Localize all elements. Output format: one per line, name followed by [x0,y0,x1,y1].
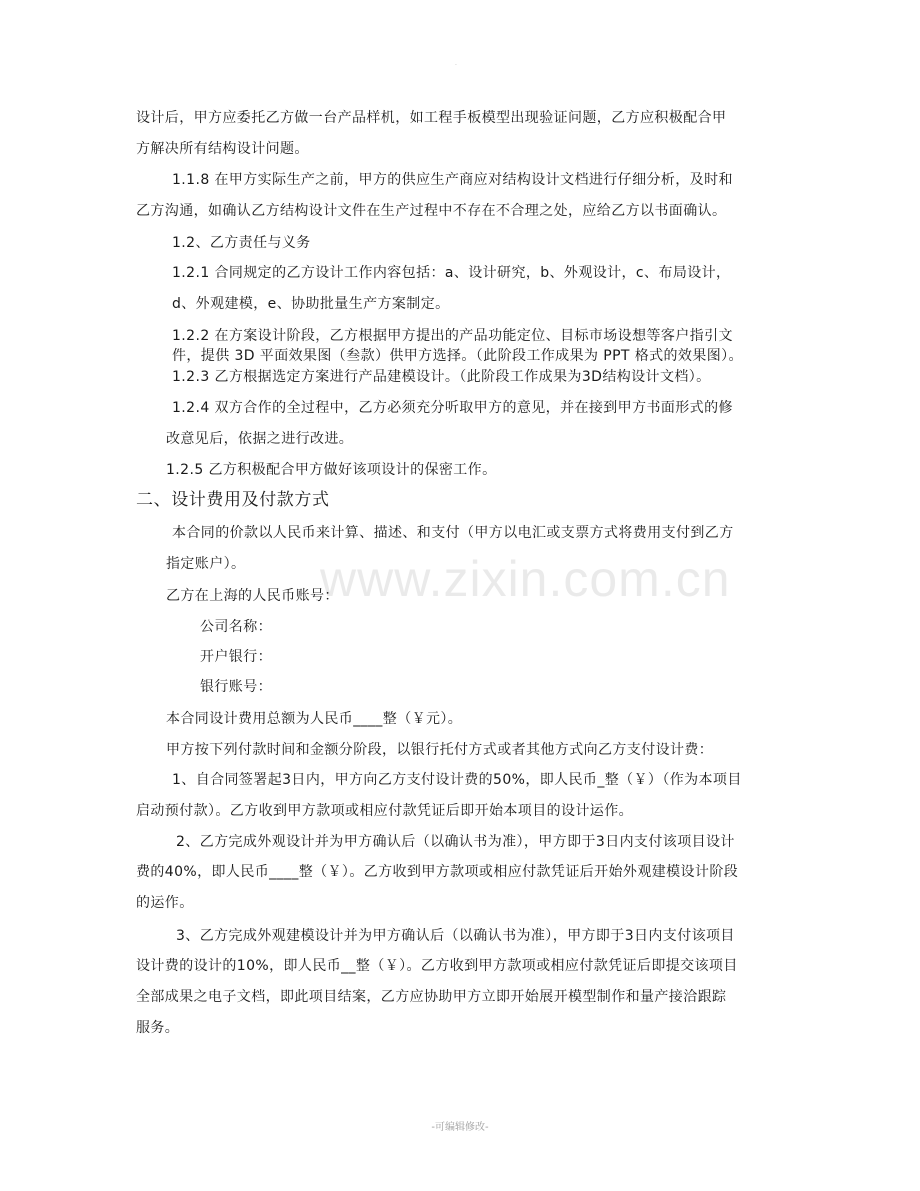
section-2-intro-line: 指定账户）。 [166,556,246,572]
payment-item-3-line: 全部成果之电子文档，即此项目结案，乙方应协助甲方立即开始展开模型制作和量产接洽跟踪 [136,989,727,1005]
payment-item-2-line: 2、乙方完成外观设计并为甲方确认后（以确认书为准），甲方即于3日内支付该项目设计 [176,834,735,850]
clause-1-2-2-line: 件，提供 3D 平面效果图（叁款）供甲方选择。（此阶段工作成果为 PPT 格式的效果图）。 [172,348,743,364]
header-mark: . [455,60,457,67]
clause-1-2-5: 1.2.5 乙方积极配合甲方做好该项设计的保密工作。 [166,462,497,478]
clause-1-2-4-line: 改意见后，依据之进行改进。 [166,431,354,447]
payment-item-1-line: 1、自合同签署起3日内，甲方向乙方支付设计费的50%，即人民币_整（￥）（作为本项目 [172,772,742,788]
clause-1-2-3: 1.2.3 乙方根据选定方案进行产品建模设计。（此阶段工作成果为3D结构设计文档）。 [172,369,711,385]
paragraph-line: 方解决所有结构设计问题。 [136,141,309,157]
section-2-heading: 二、设计费用及付款方式 [136,490,330,510]
clause-1-2-4-line: 1.2.4 双方合作的全过程中，乙方必须充分听取甲方的意见，并在接到甲方书面形式的修 [172,400,733,416]
clause-1-2-1-line: d、外观建模，e、协助批量生产方案制定。 [172,296,450,312]
total-fee-line: 本合同设计费用总额为人民币____整（￥元）。 [166,711,463,727]
payment-item-3-line: 3、乙方完成外观建模设计并为甲方确认后（以确认书为准），甲方即于3日内支付该项目 [176,928,735,944]
payment-item-3-line: 设计费的设计的10%，即人民币__整（￥）。乙方收到甲方款项或相应付款凭证后即提交该项目 [136,958,738,974]
clause-1-2-2-line: 1.2.2 在方案设计阶段，乙方根据甲方提出的产品功能定位、目标市场设想等客户指引文 [172,328,733,344]
clause-1-1-8-line: 乙方沟通，如确认乙方结构设计文件在生产过程中不存在不合理之处，应给乙方以书面确认。 [136,203,727,219]
watermark: www.zixin.com.cn [320,551,731,607]
paragraph-line: 设计后，甲方应委托乙方做一台产品样机，如工程手板模型出现验证问题，乙方应积极配合甲 [136,110,727,126]
payment-item-2-line: 的运作。 [136,895,194,911]
clause-1-1-8-line: 1.1.8 在甲方实际生产之前，甲方的供应生产商应对结构设计文档进行仔细分析，及时和 [172,172,733,188]
payment-item-3-line: 服务。 [136,1020,180,1036]
bank-label: 开户银行： [200,649,272,665]
clause-1-2-heading: 1.2、乙方责任与义务 [172,235,311,251]
account-title: 乙方在上海的人民币账号： [166,588,339,604]
payment-item-2-line: 费的40%，即人民币____整（￥）。乙方收到甲方款项或相应付款凭证后开始外观建模设计阶段 [136,864,739,880]
clause-1-2-1-line: 1.2.1 合同规定的乙方设计工作内容包括：a、设计研究，b、外观设计，c、布局设计， [172,265,731,281]
section-2-intro-line: 本合同的价款以人民币来计算、描述、和支付（甲方以电汇或支票方式将费用支付到乙方 [172,525,734,541]
payment-schedule-intro: 甲方按下列付款时间和金额分阶段，以银行托付方式或者其他方式向乙方支付设计费： [166,742,714,758]
payment-item-1-line: 启动预付款）。乙方收到甲方款项或相应付款凭证后即开始本项目的设计运作。 [136,803,633,819]
page-footer: -可编辑修改- [431,1122,489,1133]
account-number-label: 银行账号： [200,679,272,695]
company-name-label: 公司名称： [200,619,272,635]
